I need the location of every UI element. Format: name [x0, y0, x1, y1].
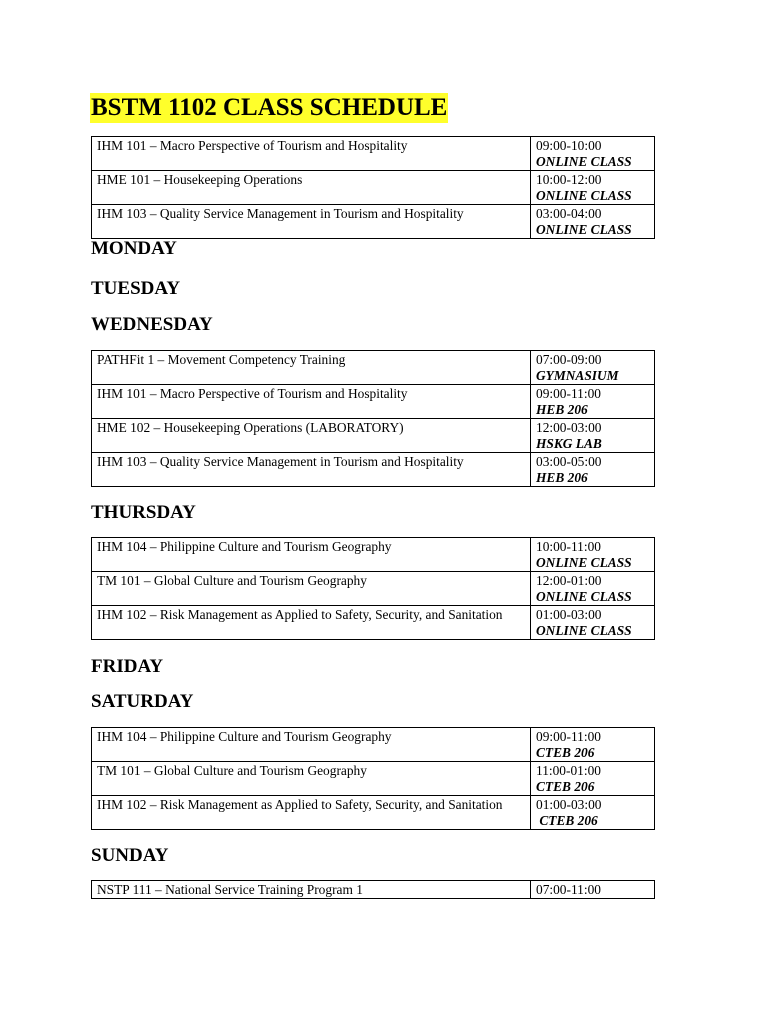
day-heading-sunday: SUNDAY — [91, 845, 169, 866]
course-name: TM 101 – Global Culture and Tourism Geography — [92, 762, 531, 796]
course-name: IHM 103 – Quality Service Management in Tourism and Hospitality — [92, 453, 531, 487]
class-time: 10:00-12:00 — [536, 172, 602, 187]
time-slot — [531, 205, 655, 239]
class-location: HEB 206 — [536, 402, 588, 417]
course-name: IHM 103 – Quality Service Management in Tourism and Hospitality — [92, 205, 531, 239]
table-row — [92, 385, 655, 419]
day-heading-friday: FRIDAY — [91, 656, 164, 677]
class-time: 01:00-03:00 — [536, 607, 602, 622]
day-heading-wednesday: WEDNESDAY — [91, 314, 213, 335]
class-location: CTEB 206 — [536, 779, 595, 794]
course-name: HME 101 – Housekeeping Operations — [92, 171, 531, 205]
day-heading-thursday: THURSDAY — [91, 502, 196, 523]
class-time: 12:00-01:00 — [536, 573, 602, 588]
schedule-table-monday — [91, 136, 655, 239]
time-slot — [531, 796, 655, 830]
page-title: BSTM 1102 CLASS SCHEDULE — [91, 94, 448, 121]
class-location: ONLINE CLASS — [536, 188, 632, 203]
class-time: 07:00-11:00 — [536, 882, 601, 897]
class-location: CTEB 206 — [536, 813, 598, 828]
time-slot — [531, 881, 655, 899]
class-location: ONLINE CLASS — [536, 589, 632, 604]
class-time: 01:00-03:00 — [536, 797, 602, 812]
time-slot — [531, 762, 655, 796]
time-slot — [531, 171, 655, 205]
day-heading-tuesday: TUESDAY — [91, 278, 181, 299]
day-heading-saturday: SATURDAY — [91, 691, 194, 712]
table-row — [92, 728, 655, 762]
time-slot — [531, 351, 655, 385]
class-time: 10:00-11:00 — [536, 539, 601, 554]
table-row — [92, 171, 655, 205]
time-slot — [531, 606, 655, 640]
table-row — [92, 453, 655, 487]
table-row — [92, 572, 655, 606]
time-slot — [531, 419, 655, 453]
class-location: HEB 206 — [536, 470, 588, 485]
time-slot — [531, 453, 655, 487]
schedule-table-wednesday — [91, 350, 655, 487]
course-name: IHM 104 – Philippine Culture and Tourism Geography — [92, 728, 531, 762]
table-row — [92, 419, 655, 453]
class-time: 09:00-11:00 — [536, 386, 601, 401]
class-location: GYMNASIUM — [536, 368, 619, 383]
time-slot — [531, 137, 655, 171]
table-row — [92, 881, 655, 899]
day-heading-monday: MONDAY — [91, 238, 177, 259]
class-time: 07:00-09:00 — [536, 352, 602, 367]
table-row — [92, 205, 655, 239]
time-slot — [531, 728, 655, 762]
time-slot — [531, 572, 655, 606]
table-row — [92, 137, 655, 171]
table-row — [92, 538, 655, 572]
table-row — [92, 606, 655, 640]
class-time: 03:00-05:00 — [536, 454, 602, 469]
class-time: 09:00-10:00 — [536, 138, 602, 153]
schedule-table-saturday — [91, 727, 655, 830]
table-row — [92, 351, 655, 385]
table-row — [92, 796, 655, 830]
class-time: 11:00-01:00 — [536, 763, 601, 778]
class-time: 09:00-11:00 — [536, 729, 601, 744]
time-slot — [531, 538, 655, 572]
time-slot — [531, 385, 655, 419]
class-location: ONLINE CLASS — [536, 623, 632, 638]
class-time: 03:00-04:00 — [536, 206, 602, 221]
course-name: HME 102 – Housekeeping Operations (LABORATORY) — [92, 419, 531, 453]
course-name: NSTP 111 – National Service Training Program 1 — [92, 881, 531, 899]
course-name: IHM 101 – Macro Perspective of Tourism and Hospitality — [92, 137, 531, 171]
class-location: HSKG LAB — [536, 436, 602, 451]
class-location: ONLINE CLASS — [536, 222, 632, 237]
course-name: IHM 101 – Macro Perspective of Tourism and Hospitality — [92, 385, 531, 419]
course-name: PATHFit 1 – Movement Competency Training — [92, 351, 531, 385]
table-row — [92, 762, 655, 796]
class-time: 12:00-03:00 — [536, 420, 602, 435]
course-name: TM 101 – Global Culture and Tourism Geography — [92, 572, 531, 606]
class-location: ONLINE CLASS — [536, 555, 632, 570]
class-location: CTEB 206 — [536, 745, 595, 760]
course-name: IHM 104 – Philippine Culture and Tourism Geography — [92, 538, 531, 572]
schedule-table-sunday — [91, 880, 655, 899]
class-location: ONLINE CLASS — [536, 154, 632, 169]
schedule-table-thursday — [91, 537, 655, 640]
course-name: IHM 102 – Risk Management as Applied to Safety, Security, and Sanitation — [92, 796, 531, 830]
course-name: IHM 102 – Risk Management as Applied to Safety, Security, and Sanitation — [92, 606, 531, 640]
